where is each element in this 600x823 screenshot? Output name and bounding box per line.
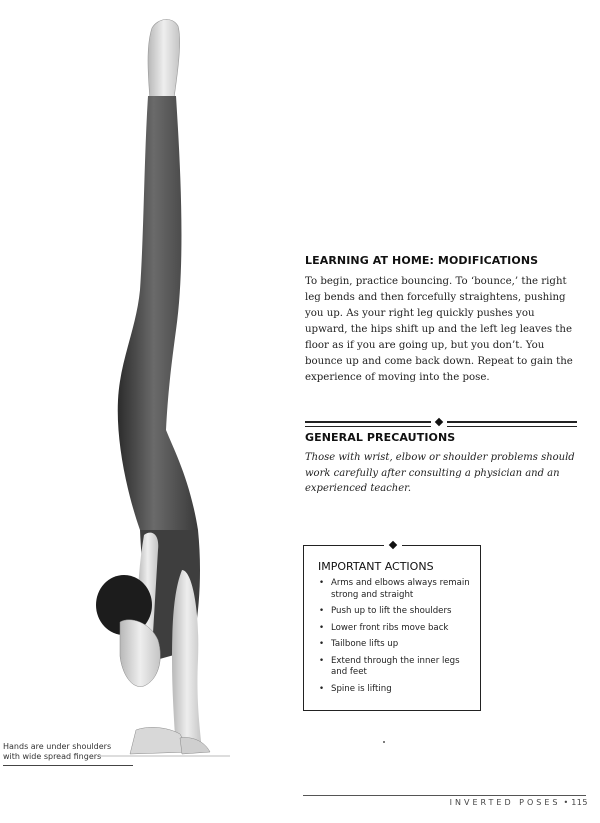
list-item: • Push up to lift the shoulders (318, 606, 473, 618)
diamond-ornament-icon (435, 418, 443, 426)
page-number: 115 (571, 798, 588, 807)
learning-heading: LEARNING AT HOME: MODIFICATIONS (305, 254, 539, 267)
photo-caption (3, 742, 133, 762)
footer-rule (303, 795, 586, 796)
print-speck (383, 741, 385, 743)
footer-section-title: INVERTED POSES (449, 798, 561, 807)
learning-at-home-section (305, 254, 580, 386)
page-footer (440, 798, 588, 807)
list-item: • Arms and elbows always remain strong and straight (318, 578, 473, 601)
general-precautions-section (305, 431, 580, 497)
precautions-heading: GENERAL PRECAUTIONS (305, 431, 456, 444)
caption-underline (3, 765, 133, 766)
diamond-ornament-icon (389, 541, 397, 549)
ornamental-divider (305, 419, 577, 427)
learning-body: To begin, practice bouncing. To ‘bounce,’ the right leg bends and then forcefully straightens, pushing you up. As your right leg quickly pushes you upward, the hips shift up and the left leg leaves the floor as if you are going up, but you don’t. You bounce up and come back down. Repeat to gain the experience of moving into the pose. (305, 276, 573, 383)
handstand-photo (40, 10, 280, 780)
footer-separator: • (563, 798, 569, 807)
divider-right-rule (447, 421, 577, 427)
caption-line-1: Hands are under shoulders (3, 742, 112, 751)
important-actions-heading: IMPORTANT ACTIONS (318, 560, 434, 573)
divider-left-rule (305, 421, 431, 427)
list-item: • Tailbone lifts up (318, 639, 473, 651)
list-item: • Lower front ribs move back (318, 623, 473, 635)
caption-line-2: with wide spread fingers (3, 752, 102, 761)
important-actions-box (303, 545, 481, 711)
precautions-body: Those with wrist, elbow or shoulder problems should work carefully after consulting a physician and an experienced teacher. (305, 452, 575, 494)
important-actions-list (318, 578, 473, 700)
list-item: • Extend through the inner legs and feet (318, 656, 473, 679)
list-item: • Spine is lifting (318, 684, 473, 696)
